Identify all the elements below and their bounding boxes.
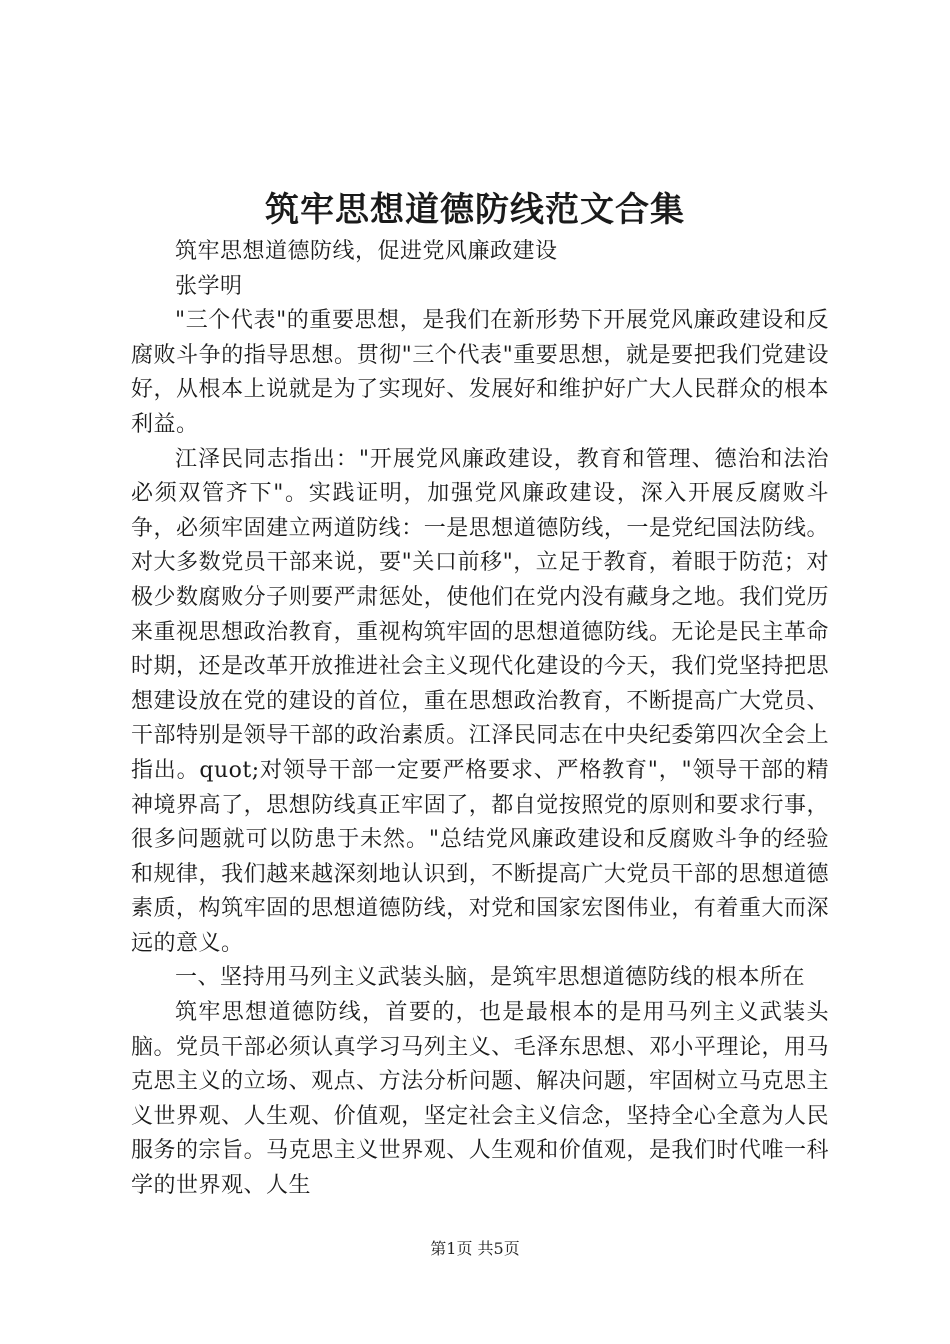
paragraph-subtitle: 筑牢思想道德防线，促进党风廉政建设	[175, 239, 558, 264]
document-body	[131, 235, 829, 1204]
section-heading: 一、坚持用马列主义武装头脑，是筑牢思想道德防线的根本所在	[175, 965, 806, 991]
page-footer: 第1页 共5页	[430, 1239, 520, 1258]
paragraph: 筑牢思想道德防线，首要的，也是最根本的是用马列主义武装头脑。党员干部必须认真学习马列主义、毛泽东思想、邓小平理论，用马克思主义的立场、观点、方法分析问题、解决问题，牢固树立马克思主义世界观、人生观、价值观，坚定社会主义信念，坚持全心全意为人民服务的宗旨。马克思主义世界观、人生观和价值观，是我们时代唯一科学的世界观、人生	[131, 1000, 829, 1199]
paragraph: "三个代表"的重要思想，是我们在新形势下开展党风廉政建设和反腐败斗争的指导思想。贯彻"三个代表"重要思想，就是要把我们党建设好，从根本上说就是为了实现好、发展好和维护好广大人民群众的根本利益。	[131, 308, 829, 437]
paragraph-author: 张学明	[175, 273, 243, 299]
paragraph: 江泽民同志指出："开展党风廉政建设，教育和管理、德治和法治必须双管齐下"。实践证明，加强党风廉政建设，深入开展反腐败斗争，必须牢固建立两道防线：一是思想道德防线，一是党纪国法防线。对大多数党员干部来说，要"关口前移"，立足于教育，着眼于防范；对极少数腐败分子则要严肃惩处，使他们在党内没有藏身之地。我们党历来重视思想政治教育，重视构筑牢固的思想道德防线。无论是民主革命时期，还是改革开放推进社会主义现代化建设的今天，我们党坚持把思想建设放在党的建设的首位，重在思想政治教育，不断提高广大党员、干部特别是领导干部的政治素质。江泽民同志在中央纪委第四次全会上指出。quot;对领导干部一定要严格要求、严格教育"，"领导干部的精神境界高了，思想防线真正牢固了，都自觉按照党的原则和要求行事，很多问题就可以防患于未然。"总结党风廉政建设和反腐败斗争的经验和规律，我们越来越深刻地认识到，不断提高广大党员干部的思想道德素质，构筑牢固的思想道德防线，对党和国家宏图伟业，有着重大而深远的意义。	[131, 446, 829, 956]
document-title: 筑牢思想道德防线范文合集	[265, 190, 685, 230]
